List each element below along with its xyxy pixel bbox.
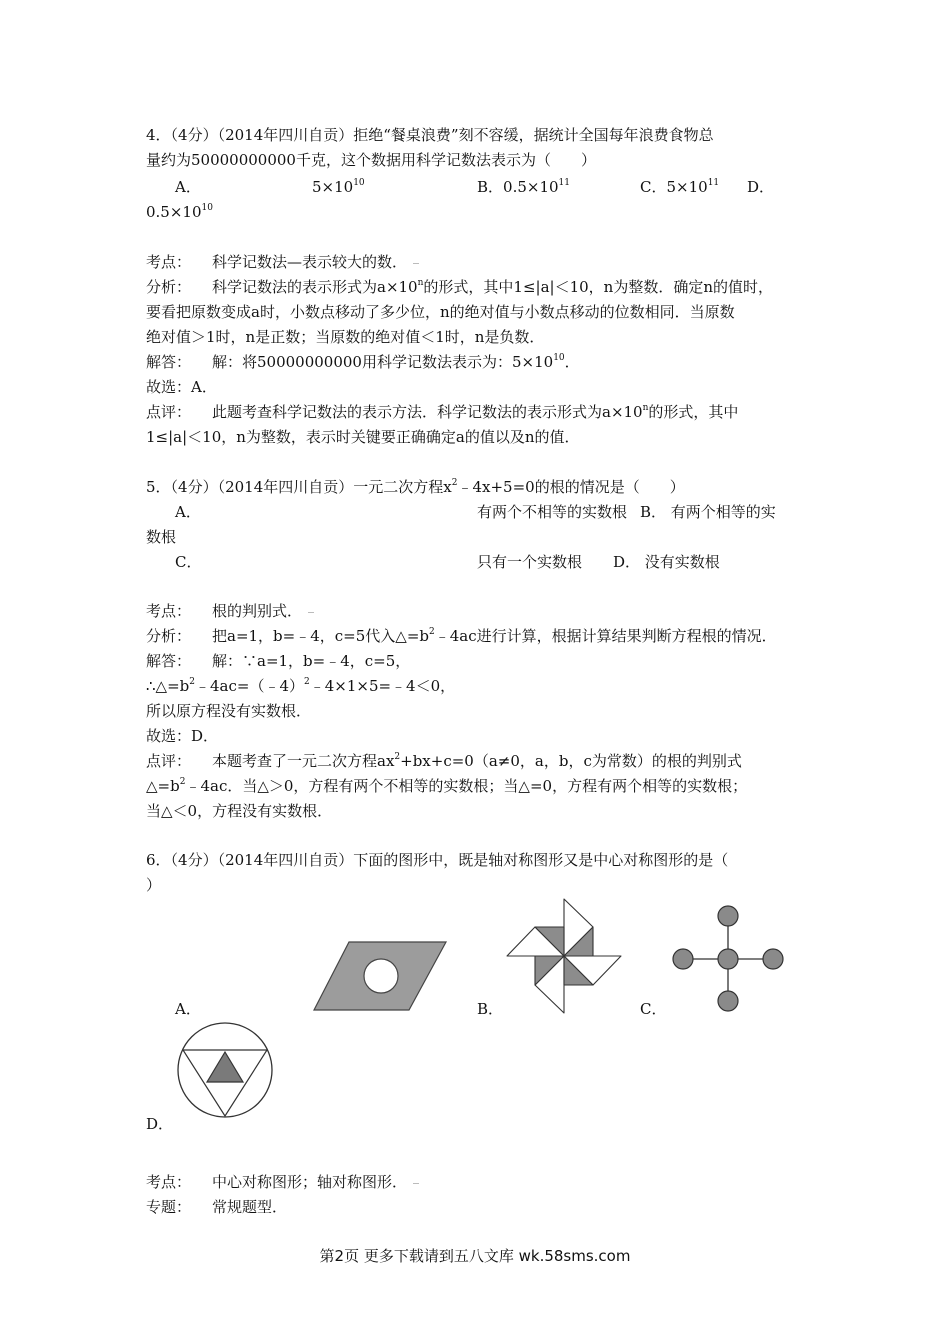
circle-bottom	[718, 991, 738, 1011]
q6-zhuanti: 专题： 常规题型．	[146, 1198, 288, 1216]
q6-option-c: C．	[640, 1000, 667, 1018]
q6-option-b: B．	[477, 1000, 504, 1018]
q5-kaodian: 考点： 根的判别式．	[146, 601, 314, 621]
q5-jieda-line1: 解答： 解：∵a=1，b=﹣4，c=5，	[146, 652, 411, 670]
q6-option-d: D．	[146, 1115, 174, 1133]
q4-fenxi-line2: 要看把原数变成a时，小数点移动了多少位，n的绝对值与小数点移动的位数相同．当原数	[146, 303, 735, 321]
q4-fenxi-line1: 分析： 科学记数法的表示形式为$a\times 10^n$的形式，其中1≤|a|＜10，n为整数．确定n的值时，	[146, 278, 773, 296]
q6-stem-line1: 6．（4分）（2014年四川自贡）下面的图形中，既是轴对称图形又是中心对称图形的是（	[146, 851, 729, 869]
q4-dianping-line1: 点评： 此题考查科学记数法的表示方法．科学记数法的表示形式为$a\times 10^n$的形式，其中	[146, 403, 739, 421]
q5-option-c-letter: C．	[175, 553, 202, 571]
q4-answer: 故选：A．	[146, 378, 217, 396]
q6-stem-line2: ）	[146, 876, 162, 894]
figure-a-parallelogram	[312, 940, 448, 1012]
q5-dianping-line3: 当△＜0，方程没有实数根．	[146, 802, 333, 820]
circle-hole	[364, 959, 398, 993]
q5-stem: 5．（4分）（2014年四川自贡）一元二次方程$x^2﹣4x+5=0$的根的情况是（ ）	[146, 478, 685, 496]
q5-dianping-line1: 点评： 本题考查了一元二次方程$ax^2+bx+c=0(a\ne 0$，a，b，c为常数）的根的判别式	[146, 752, 742, 770]
circle-left	[673, 949, 693, 969]
q5-option-a-letter: A．	[175, 503, 201, 521]
q5-option-a-text: 有两个不相等的实数根	[477, 503, 628, 521]
q6-kaodian: 考点： 中心对称图形；轴对称图形．	[146, 1172, 419, 1192]
q5-option-b: B． 有两个相等的实	[640, 503, 776, 521]
q5-jieda-line2: $\therefore\triangle=b^2﹣4ac=(﹣4)^2﹣4\times 1\times 5=﹣4<0$，	[146, 677, 456, 695]
q5-option-d: D． 没有实数根	[613, 553, 720, 571]
q4-stem-line1: 4．（4分）（2014年四川自贡）拒绝“餐桌浪费”刻不容缓，据统计全国每年浪费食物总	[146, 126, 714, 144]
circle-right	[763, 949, 783, 969]
circle-center	[718, 949, 738, 969]
q4-kaodian: 考点： 科学记数法—表示较大的数．	[146, 252, 419, 272]
q5-jieda-line3: 所以原方程没有实数根．	[146, 702, 312, 720]
q6-option-a: A．	[175, 1000, 201, 1018]
q5-option-b-cont: 数根	[146, 528, 177, 546]
q5-fenxi: 分析： 把a=1，b=﹣4，c=5代入$\triangle=b^2﹣4ac$进行计算，根据计算结果判断方程根的情况．	[146, 627, 777, 645]
q4-fenxi-line3: 绝对值＞1时，n是正数；当原数的绝对值＜1时，n是负数．	[146, 328, 545, 346]
q4-option-b: B．$0.5\times 10^{11}$	[477, 178, 570, 196]
figure-c-circle-cross	[670, 903, 786, 1015]
figure-b-pinwheel	[505, 897, 623, 1015]
q4-option-d-value: $0.5\times 10^{10}$	[146, 203, 213, 221]
q4-dianping-line2: 1≤|a|＜10，n为整数，表示时关键要正确确定a的值以及n的值．	[146, 428, 580, 446]
q4-jieda: 解答： 解：将50000000000用科学记数法表示为：$5\times 10^{10}$．	[146, 353, 580, 371]
q4-option-a-letter: A．	[175, 178, 201, 196]
q4-option-c: C．$5\times 10^{11}$	[640, 178, 720, 196]
q4-option-a-value: $5\times 10^{10}$	[312, 178, 365, 196]
q5-dianping-line2: $\triangle=b^2﹣4ac$．当△＞0，方程有两个不相等的实数根；当△=0，方程有两个相等的实数根；	[146, 777, 748, 795]
q5-answer: 故选：D．	[146, 727, 219, 745]
q4-stem-line2: 量约为50000000000千克，这个数据用科学记数法表示为（ ）	[146, 151, 596, 169]
circle-top	[718, 906, 738, 926]
q4-option-d-letter: D．	[747, 178, 775, 196]
q5-option-c-text: 只有一个实数根	[477, 553, 583, 571]
figure-d-circle-triangles	[175, 1020, 275, 1120]
page-footer: 第2页 更多下载请到五八文库 wk.58sms.com	[319, 1247, 631, 1265]
